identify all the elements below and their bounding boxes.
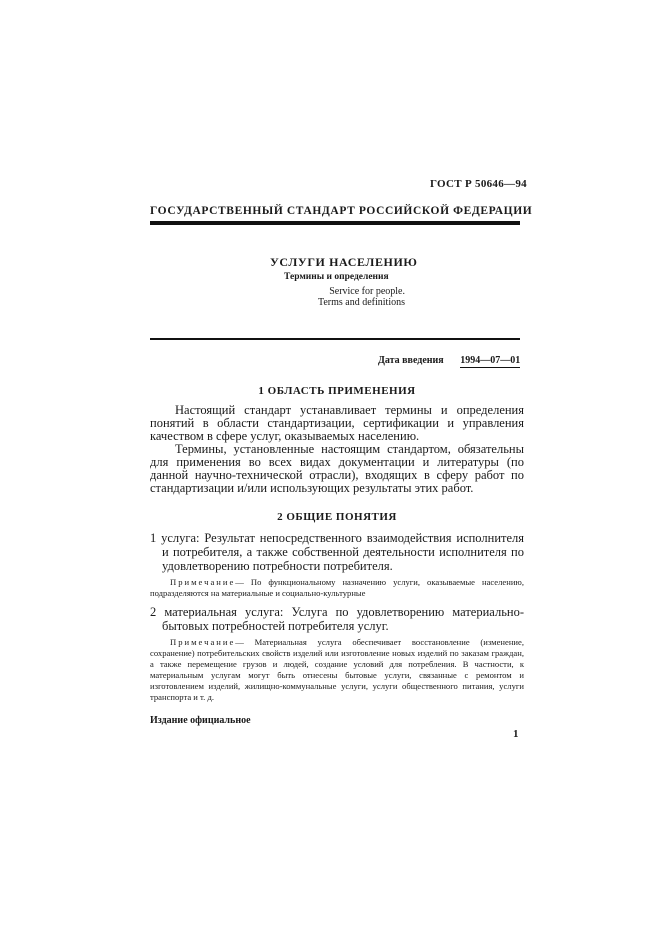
note-text: — Материальная услуга обеспечивает восстановление (изменение, сохранение) потребительских свойств изделий или изготовление новых изделий по заказам граждан, а также перемещение грузов и людей, создание условий для потребления. В частности, к материальным услугам могут быть отнесены бытовые услуги, связанные с ремонтом и изготовлением изделий, жилищно-коммунальные услуги, услуги общественного питания, услуги транспорта и т. д. [150,637,524,702]
english-title-line2: Terms and definitions [317,297,405,308]
title-rule [150,338,520,340]
section1-heading: 1 ОБЛАСТЬ ПРИМЕНЕНИЯ [258,385,416,397]
document-body [150,385,524,703]
page-number: 1 [513,728,519,740]
term-number: 1 [150,531,157,545]
intro-date-label: Дата введения [378,355,444,366]
note-label: Примечание [170,637,236,647]
gost-code: ГОСТ Р 50646—94 [430,178,527,190]
intro-date [378,355,520,366]
english-title [290,286,405,308]
document-title: УСЛУГИ НАСЕЛЕНИЮ [270,255,418,269]
term-text: Услуга по удовлетворению материально-бытовых потребностей потребителя услуг. [162,605,524,633]
term-note [150,577,524,599]
intro-date-value: 1994—07—01 [460,355,521,366]
official-edition-label: Издание официальное [150,715,251,726]
note-label: Примечание [170,577,236,587]
term-number: 2 [150,605,157,619]
term-name: материальная услуга: [164,605,284,619]
section1-paragraph: Настоящий стандарт устанавливает термины и определения понятий в области стандартизации, сертификации и управления качеством в сфере услуг, оказываемых населению. [150,403,524,443]
note-text: — По функциональному назначению услуги, оказываемые населению, подразделяются на материальные и социально-культурные [150,577,524,598]
term-name: услуга: [161,531,200,545]
header-rule [150,221,520,225]
state-standard-heading: ГОСУДАРСТВЕННЫЙ СТАНДАРТ РОССИЙСКОЙ ФЕДЕРАЦИИ [150,205,533,217]
term-entry [150,605,524,703]
term-entry [150,531,524,599]
term-note [150,637,524,703]
term-definition [150,531,524,573]
section2-heading: 2 ОБЩИЕ ПОНЯТИЯ [277,511,397,523]
term-text: Результат непосредственного взаимодействия исполнителя и потребителя, а также собственной деятельности исполнителя по удовлетворению потребности потребителя. [162,531,525,573]
section1-paragraph: Термины, установленные настоящим стандартом, обязательны для применения во всех видах документации и литературы (по данной научно-технической отрасли), входящих в сферу работ по стандартизации и/или использующих результаты этих работ. [150,442,524,495]
english-title-line1: Service for people. [329,286,405,297]
document-subtitle: Термины и определения [284,272,389,282]
term-definition [150,605,524,633]
